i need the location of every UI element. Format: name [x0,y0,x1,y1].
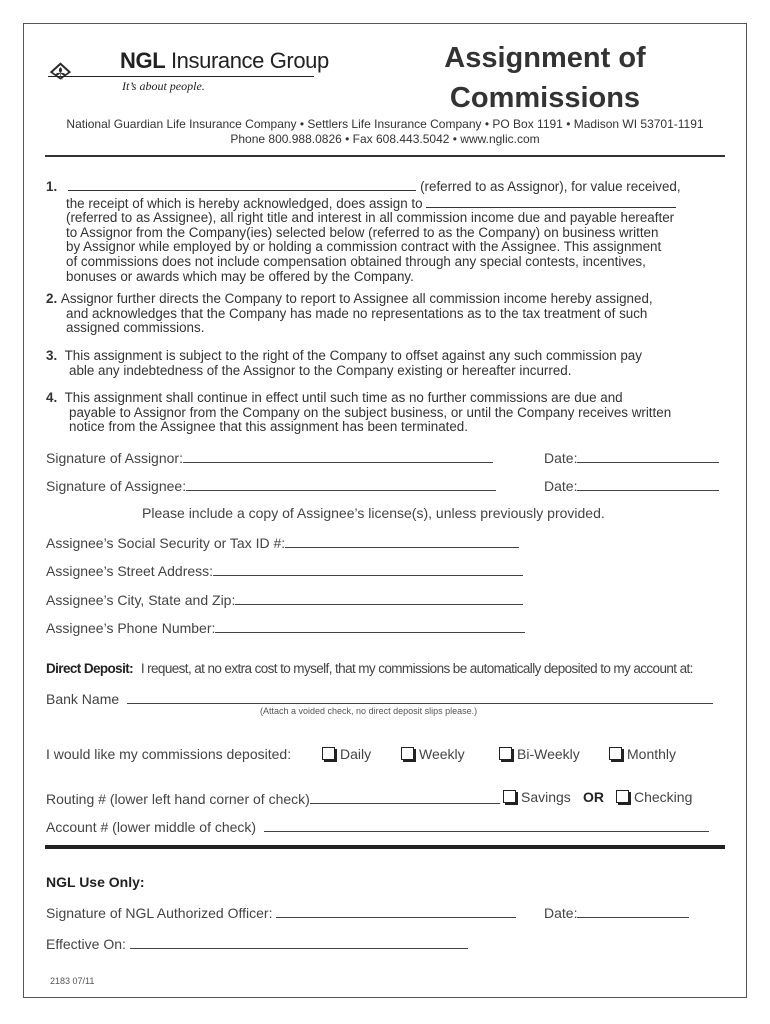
frequency-biweekly-option[interactable]: Bi-Weekly [499,746,580,762]
assignee-street-line[interactable] [213,561,523,576]
assignor-date-line[interactable] [577,448,719,463]
assignee-ssn-field: Assignee’s Social Security or Tax ID #: [46,533,519,551]
clause-2: 2. Assignor further directs the Company to report to Assignee all commission income hereby assigned, and acknowledges that the Company has made no representations as to the tax treatment of such assigned commissions. [46,291,653,336]
form-title: Assignment of Commissions [444,42,646,114]
assignee-phone-field: Assignee’s Phone Number: [46,618,525,636]
account-number-line[interactable] [264,817,709,832]
form-code: 2183 07/11 [50,976,95,986]
frequency-daily-option[interactable]: Daily [322,746,371,762]
direct-deposit-statement: Direct Deposit: I request, at no extra cost to myself, that my commissions be automatically deposited to my account at: [46,661,693,676]
deposit-frequency-label: I would like my commissions deposited: [46,746,292,762]
header-divider [45,155,725,157]
assignee-signature-field: Signature of Assignee: [46,476,496,494]
assignee-signature-line[interactable] [186,476,496,491]
assignee-date-field: Date: [544,476,719,494]
account-number-field: Account # (lower middle of check) [46,817,709,835]
assignee-ssn-line[interactable] [285,533,519,548]
bank-name-line[interactable] [127,689,713,704]
assignee-street-field: Assignee’s Street Address: [46,561,523,579]
logo-tagline: It’s about people. [122,79,205,93]
checkbox-icon[interactable] [401,747,414,760]
license-note: Please include a copy of Assignee’s license(s), unless previously provided. [142,505,605,521]
officer-signature-field: Signature of NGL Authorized Officer: [46,903,516,921]
checkbox-icon[interactable] [322,747,335,760]
account-type-checking-option[interactable]: Checking [616,789,692,805]
ngl-section-divider [45,845,725,849]
frequency-weekly-option[interactable]: Weekly [401,746,465,762]
or-label: OR [583,789,604,805]
contact-line: Phone 800.988.0826 • Fax 608.443.5042 • www.nglic.com [230,132,540,146]
checkbox-icon[interactable] [616,790,629,803]
clause-4: 4. This assignment shall continue in effect until such time as no further commissions are due and payable to Assignor from the Company on the subject business, or until the Company receives written notice from the Assignee that this assignment has been terminated. [46,390,672,435]
logo-wordmark: NGL Insurance Group [120,48,329,73]
officer-date-line[interactable] [577,903,689,918]
checkbox-icon[interactable] [503,790,516,803]
assignor-signature-line[interactable] [183,448,493,463]
clause-3: 3. This assignment is subject to the right of the Company to offset against any such commission pay able any indebtedness of the Assignor to the Company existing or hereafter incurred. [46,348,642,378]
officer-signature-line[interactable] [276,903,516,918]
account-type-savings-option[interactable]: Savings [503,789,571,805]
address-line: National Guardian Life Insurance Company • Settlers Life Insurance Company • PO Box 1191 • Madison WI 53701-1191 [66,117,704,131]
officer-date-field: Date: [544,903,689,921]
logo-rule [48,76,314,77]
assignee-city-line[interactable] [235,590,523,605]
attach-check-note: (Attach a voided check, no direct deposit slips please.) [260,706,478,716]
checkbox-icon[interactable] [499,747,512,760]
effective-on-line[interactable] [130,934,468,949]
routing-number-field: Routing # (lower left hand corner of check) [46,789,500,807]
clause-1: 1. (referred to as Assignor), for value received, the receipt of which is hereby acknowledged, does assign to (referred to as Assignee), all right title and interest in all commission income due and payable hereafter to Assignor from the Company(ies) selected below (referred to as the Company) on business written by Assignor while employed by or holding a commission contract with the Assignee. This assignment of commissions does not include compensation obtained through any special contests, incentives, bonuses or awards which may be offered by the Company. [46,179,681,284]
assignee-date-line[interactable] [577,476,719,491]
assignee-city-field: Assignee’s City, State and Zip: [46,590,523,608]
assignor-name-blank[interactable] [68,178,416,191]
frequency-monthly-option[interactable]: Monthly [609,746,676,762]
effective-on-field: Effective On: [46,934,468,952]
ngl-use-heading: NGL Use Only: [46,874,145,890]
assignor-signature-field: Signature of Assignor: [46,448,493,466]
checkbox-icon[interactable] [609,747,622,760]
routing-number-line[interactable] [310,789,500,804]
assignor-date-field: Date: [544,448,719,466]
assignee-name-blank[interactable] [426,195,676,208]
assignee-phone-line[interactable] [215,618,525,633]
bank-name-field: Bank Name [46,689,713,707]
ngl-leaf-logo-icon [48,38,128,104]
